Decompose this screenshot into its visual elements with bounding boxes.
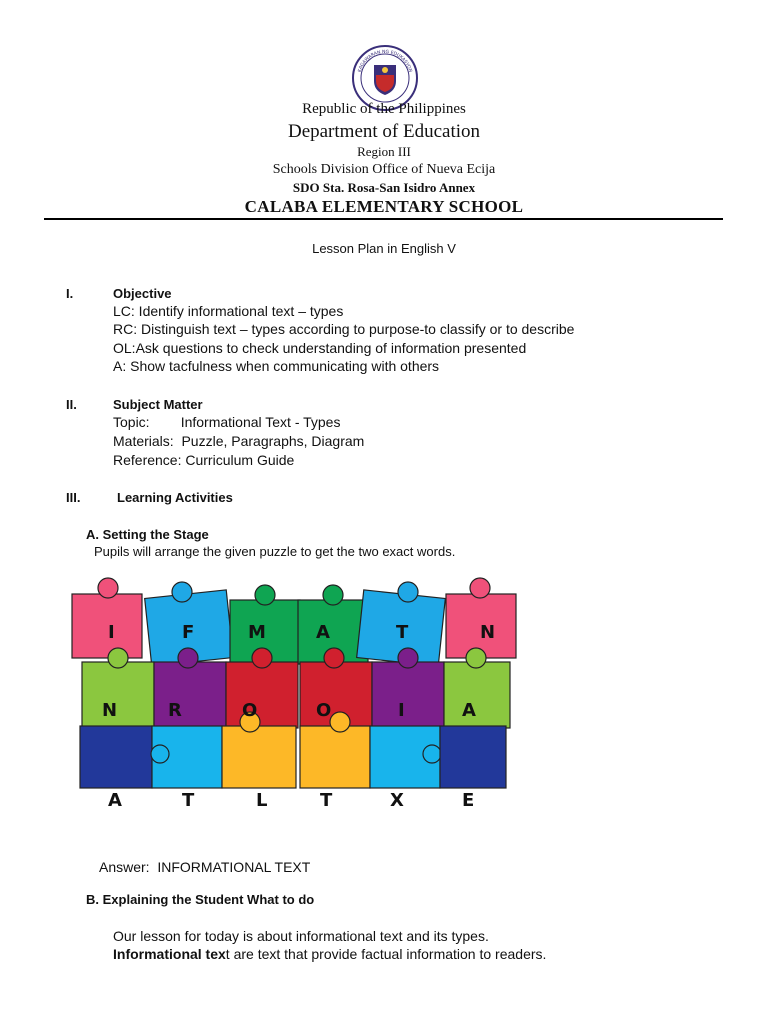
puzzle-letter: I bbox=[398, 700, 405, 721]
objective-number: I. bbox=[66, 286, 74, 301]
puzzle-piece bbox=[323, 585, 343, 605]
puzzle-piece bbox=[324, 648, 344, 668]
header-republic: Republic of the Philippines bbox=[302, 101, 466, 117]
subject-matter-title: Subject Matter bbox=[113, 397, 203, 412]
puzzle-piece bbox=[300, 726, 370, 788]
answer-text: Answer: INFORMATIONAL TEXT bbox=[99, 859, 311, 875]
puzzle-letter: T bbox=[396, 622, 409, 643]
header-sdo: SDO Sta. Rosa-San Isidro Annex bbox=[292, 180, 476, 195]
puzzle-piece bbox=[398, 582, 418, 602]
puzzle-piece bbox=[423, 745, 441, 763]
setting-the-stage-instruction: Pupils will arrange the given puzzle to get the two exact words. bbox=[94, 544, 456, 559]
puzzle-letter: A bbox=[462, 700, 476, 721]
puzzle-letter: M bbox=[248, 622, 266, 643]
puzzle-letter: X bbox=[390, 790, 404, 810]
subject-matter-reference: Reference: Curriculum Guide bbox=[113, 452, 295, 468]
puzzle-piece bbox=[154, 662, 226, 728]
puzzle-letter: T bbox=[320, 790, 333, 810]
page-title: Lesson Plan in English V bbox=[312, 241, 456, 256]
puzzle-piece bbox=[172, 582, 192, 602]
header-school: CALABA ELEMENTARY SCHOOL bbox=[244, 197, 524, 216]
puzzle-piece bbox=[444, 662, 510, 728]
objective-line: OL:Ask questions to check understanding of information presented bbox=[113, 340, 527, 356]
puzzle-letter: A bbox=[108, 790, 122, 810]
puzzle-piece bbox=[72, 594, 142, 658]
puzzle-letter: T bbox=[182, 790, 195, 810]
learning-activities-title: Learning Activities bbox=[117, 490, 233, 505]
subject-matter-number: II. bbox=[66, 397, 77, 412]
puzzle-piece bbox=[80, 726, 152, 788]
puzzle-piece bbox=[226, 662, 298, 728]
header-region: Region III bbox=[357, 144, 411, 159]
subject-matter-materials: Materials: Puzzle, Paragraphs, Diagram bbox=[113, 433, 365, 449]
puzzle-letter: F bbox=[182, 622, 195, 643]
puzzle-letter: R bbox=[168, 700, 182, 721]
puzzle-letter: O bbox=[242, 700, 258, 721]
puzzle-piece bbox=[372, 662, 444, 728]
puzzle-piece bbox=[222, 726, 296, 788]
puzzle-piece bbox=[178, 648, 198, 668]
learning-activities-number: III. bbox=[66, 490, 81, 505]
explaining-line: Our lesson for today is about informational text and its types. bbox=[113, 928, 489, 944]
svg-text:KAGAWARAN NG EDUKASYON: KAGAWARAN NG EDUKASYON bbox=[357, 49, 413, 73]
objective-title: Objective bbox=[113, 286, 172, 301]
puzzle-piece bbox=[255, 585, 275, 605]
puzzle-letter: N bbox=[102, 700, 118, 721]
subject-matter-topic: Topic: Informational Text - Types bbox=[113, 414, 341, 430]
objective-line: A: Show tacfulness when communicating with others bbox=[113, 358, 440, 374]
explaining-title: B. Explaining the Student What to do bbox=[86, 892, 315, 907]
puzzle-letter: E bbox=[462, 790, 475, 810]
puzzle-piece bbox=[466, 648, 486, 668]
objective-line: LC: Identify informational text – types bbox=[113, 303, 344, 319]
puzzle-piece bbox=[108, 648, 128, 668]
puzzle-letter: N bbox=[480, 622, 496, 643]
puzzle-piece bbox=[440, 726, 506, 788]
setting-the-stage-title: A. Setting the Stage bbox=[86, 527, 209, 542]
definition-rest: t are text that provide factual information to readers. bbox=[225, 946, 547, 962]
puzzle-letter: O bbox=[316, 700, 332, 721]
header-department: Department of Education bbox=[287, 121, 481, 142]
explaining-definition bbox=[113, 946, 546, 962]
puzzle-piece bbox=[151, 745, 169, 763]
puzzle-letter: A bbox=[316, 622, 330, 643]
definition-term: Informational tex bbox=[113, 946, 226, 962]
puzzle-letter: I bbox=[108, 622, 115, 643]
puzzle-piece bbox=[98, 578, 118, 598]
jigsaw-puzzle-image bbox=[70, 570, 520, 810]
header-division: Schools Division Office of Nueva Ecija bbox=[272, 162, 496, 177]
puzzle-piece bbox=[252, 648, 272, 668]
objective-line: RC: Distinguish text – types according to purpose-to classify or to describe bbox=[113, 321, 575, 337]
header-divider bbox=[44, 218, 723, 220]
puzzle-piece bbox=[330, 712, 350, 732]
puzzle-piece bbox=[82, 662, 154, 728]
puzzle-piece bbox=[398, 648, 418, 668]
puzzle-piece bbox=[470, 578, 490, 598]
puzzle-letter: L bbox=[256, 790, 268, 810]
